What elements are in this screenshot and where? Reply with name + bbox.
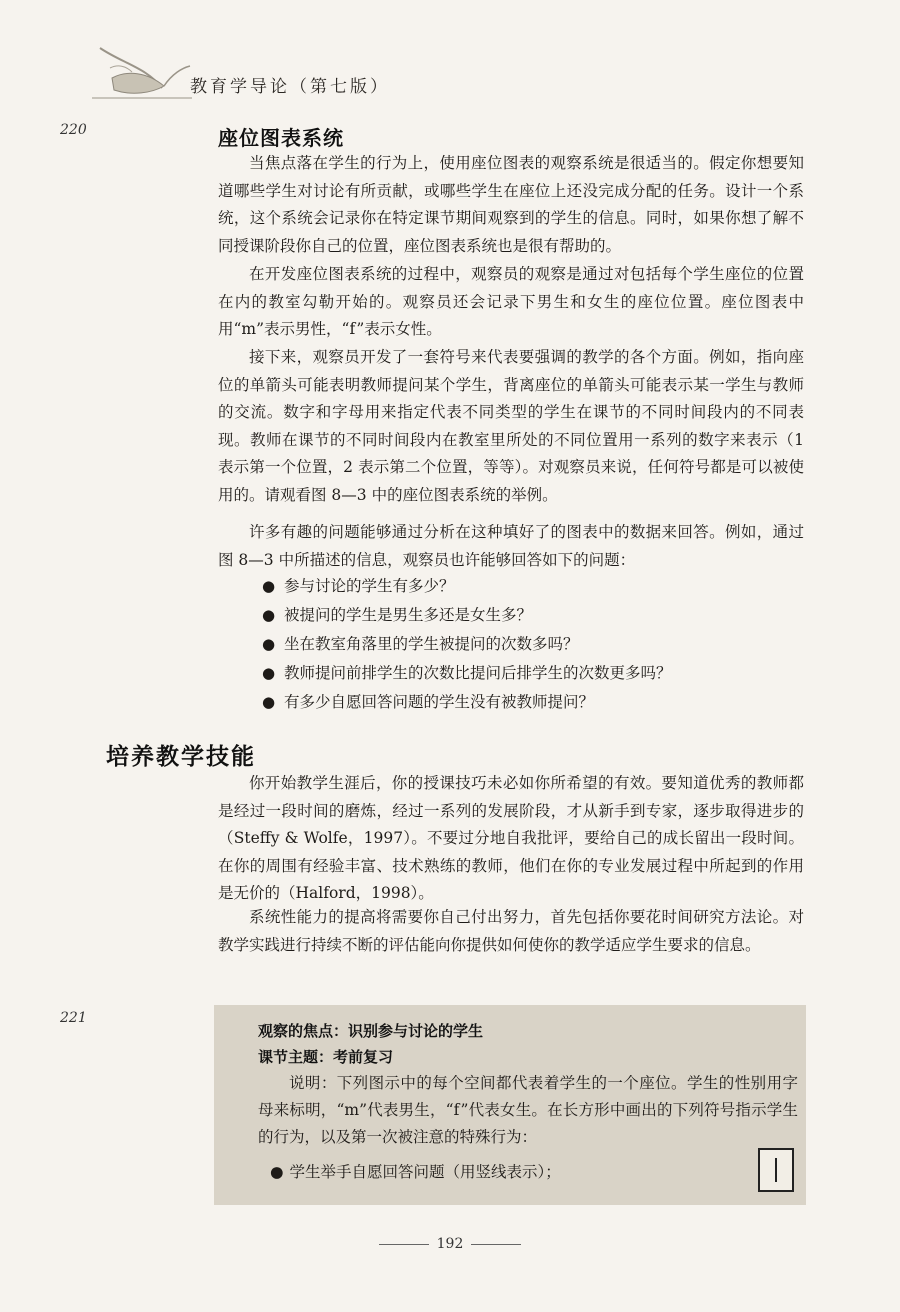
observation-focus-title: 观察的焦点：识别参与讨论的学生 (258, 1022, 484, 1040)
bullet-icon: ● (270, 1163, 284, 1181)
paragraph: 当焦点落在学生的行为上，使用座位图表的观察系统是很适当的。假定你想要知道哪些学生对讨论有所贡献，或哪些学生在座位上还没完成分配的任务。设计一个系统，这个系统会记录你在特定课节期间观察到的学生的信息。同时，如果你想了解不同授课阶段你自己的位置，座位图表系统也是很有帮助的。 (218, 154, 804, 255)
footer-rule-right (471, 1244, 521, 1245)
page-number: 192 (436, 1236, 464, 1252)
list-item: ● 被提问的学生是男生多还是女生多？ (262, 601, 782, 630)
page-footer (0, 1236, 900, 1252)
vertical-line-symbol-icon (758, 1148, 794, 1192)
paragraph: 接下来，观察员开发了一套符号来代表要强调的教学的各个方面。例如，指向座位的单箭头可能表明教师提问某个学生，背离座位的单箭头可能表示某一学生与教师的交流。数字和字母用来指定代表不同类型的学生在课节的不同时间段内的不同表现。教师在课节的不同时间段内在教室里所处的不同位置用一系列的数字来表示（1 表示第一个位置，2 表示第二个位置，等等）。对观察员来说，任何符号都是可以被使用的。请观看图 8—3 中的座位图表系统的举例。 (218, 348, 804, 504)
paragraph: 许多有趣的问题能够通过分析在这种填好了的图表中的数据来回答。例如，通过图 8—3 中所描述的信息，观察员也许能够回答如下的问题： (218, 523, 804, 569)
footer-rule-left (379, 1244, 429, 1245)
list-item: ● 参与讨论的学生有多少？ (262, 572, 782, 601)
list-item: ● 教师提问前排学生的次数比提问后排学生的次数更多吗？ (262, 659, 782, 688)
list-item: ● 有多少自愿回答问题的学生没有被教师提问？ (262, 688, 782, 717)
paragraph: 在开发座位图表系统的过程中，观察员的观察是通过对包括每个学生座位的位置在内的教室勾勒开始的。观察员还会记录下男生和女生的座位位置。座位图表中用“m”表示男性，“f”表示女性。 (218, 265, 804, 339)
book-ornament-icon (92, 38, 192, 100)
bullet-icon: ● (262, 693, 276, 711)
list-item: ● 学生举手自愿回答问题（用竖线表示）； (270, 1163, 561, 1181)
box-description: 说明：下列图示中的每个空间都代表着学生的一个座位。学生的性别用字母来标明，“m”代表男生，“f”代表女生。在长方形中画出的下列符号指示学生的行为，以及第一次被注意的特殊行为： (258, 1074, 798, 1146)
paragraph: 系统性能力的提高将需要你自己付出努力，首先包括你要花时间研究方法论。对教学实践进行持续不断的评估能向你提供如何使你的教学适应学生要求的信息。 (218, 908, 804, 954)
lesson-topic: 课节主题：考前复习 (258, 1048, 394, 1066)
question-list (262, 572, 782, 717)
bullet-icon: ● (262, 606, 276, 624)
bullet-icon: ● (262, 664, 276, 682)
section-heading-seating-chart: 座位图表系统 (218, 126, 344, 150)
paragraph: 你开始教学生涯后，你的授课技巧未必如你所希望的有效。要知道优秀的教师都是经过一段时间的磨炼，经过一系列的发展阶段，才从新手到专家，逐步取得进步的（Steffy & Wolfe，1997）。不要过分地自我批评，要给自己的成长留出一段时间。在你的周围有经验丰富、技术熟练的教师，他们在你的专业发展过程中所起到的作用是无价的（Halford，1998）。 (218, 774, 804, 903)
section-heading-teaching-skills: 培养教学技能 (106, 744, 256, 770)
margin-page-number-221: 221 (60, 1010, 87, 1026)
margin-page-number-220: 220 (60, 122, 87, 138)
bullet-icon: ● (262, 577, 276, 595)
bullet-icon: ● (262, 635, 276, 653)
list-item: ● 坐在教室角落里的学生被提问的次数多吗？ (262, 630, 782, 659)
running-header-title: 教育学导论（第七版） (190, 77, 390, 97)
